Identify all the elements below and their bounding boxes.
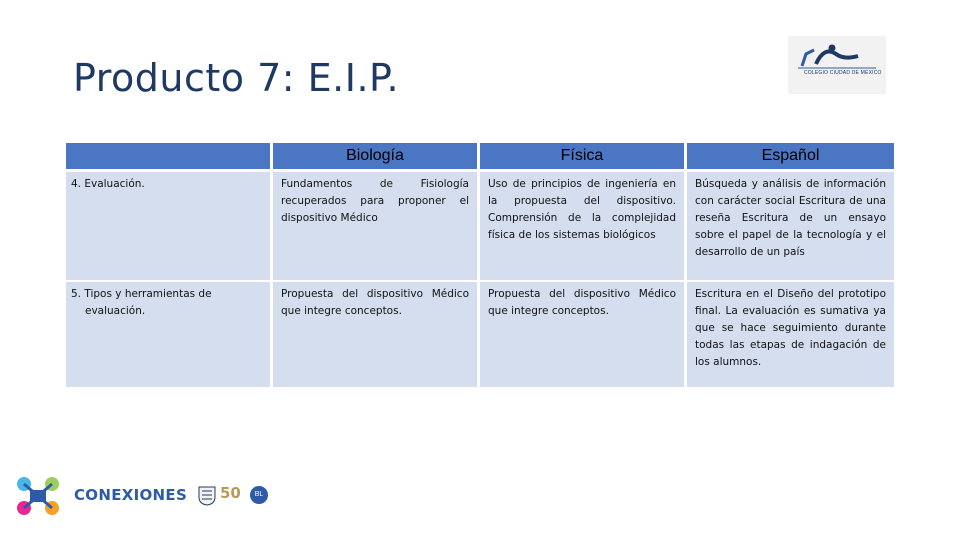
cell-espanol: Búsqueda y análisis de información con carácter social Escritura de una reseña Escritura de un ensayo sobre el papel de la tecnología y el desarrollo de un país	[687, 172, 894, 282]
cell-espanol: Escritura en el Diseño del prototipo final. La evaluación es sumativa ya que se hace seguimiento durante todas las etapas de indagación de los alumnos.	[687, 282, 894, 389]
footer-logos	[10, 472, 270, 522]
row-label-evaluacion: 4. Evaluación.	[66, 172, 273, 282]
cell-fisica: Uso de principios de ingeniería en la propuesta del dispositivo. Comprensión de la complejidad física de los sistemas biológicos	[480, 172, 687, 282]
table-row	[66, 172, 894, 282]
row-label-tipos-herramientas: 5. Tipos y herramientas de evaluación.	[66, 282, 273, 389]
school-logo	[788, 36, 886, 94]
bl-badge: BL	[250, 486, 268, 504]
header-biologia: Biología	[273, 143, 480, 172]
eip-table	[66, 143, 894, 389]
table-header-row	[66, 143, 894, 172]
slide-title: Producto 7: E.I.P.	[73, 56, 400, 100]
header-fisica: Física	[480, 143, 687, 172]
cell-biologia: Fundamentos de Fisiología recuperados para proponer el dispositivo Médico	[273, 172, 480, 282]
header-empty	[66, 143, 273, 172]
anniversary-badge: 50	[220, 484, 241, 502]
school-logo-icon	[792, 40, 882, 74]
table-row	[66, 282, 894, 389]
school-logo-text: COLEGIO CIUDAD DE MÉXICO	[804, 70, 882, 76]
conexiones-logo-icon	[10, 472, 70, 520]
conexiones-title: CONEXIONES	[74, 486, 188, 504]
unam-shield-icon	[198, 486, 216, 506]
cell-biologia: Propuesta del dispositivo Médico que integre conceptos.	[273, 282, 480, 389]
header-espanol: Español	[687, 143, 894, 172]
cell-fisica: Propuesta del dispositivo Médico que integre conceptos.	[480, 282, 687, 389]
